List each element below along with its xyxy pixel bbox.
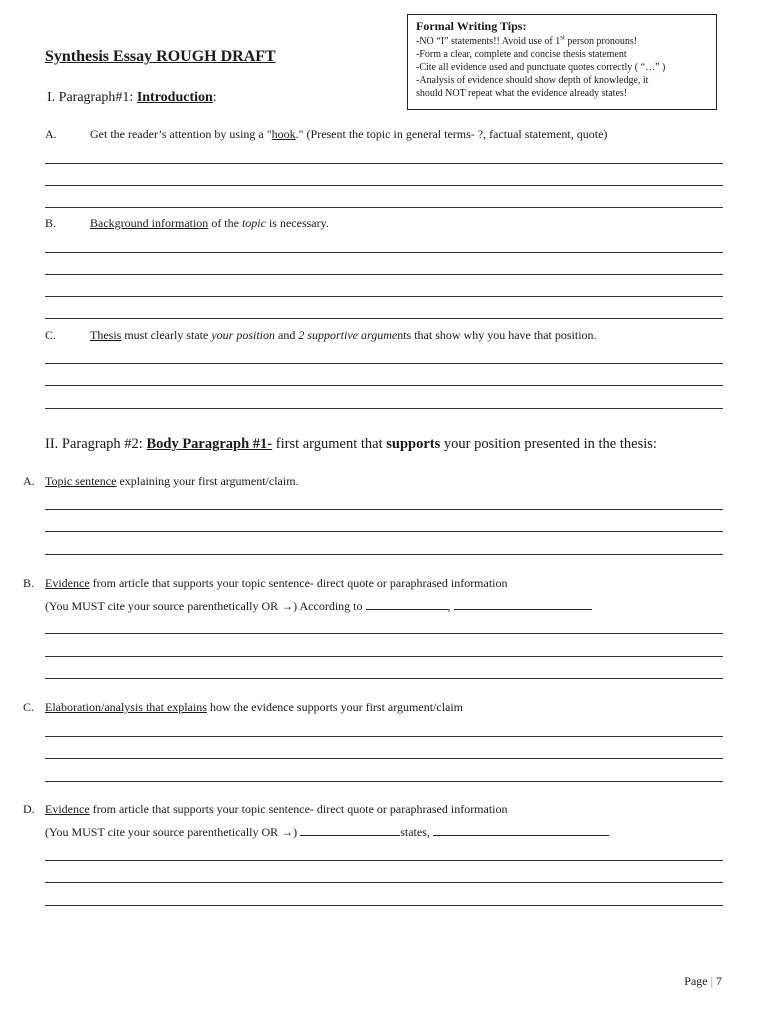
item-letter-p2-b: B. [23, 576, 35, 590]
writing-line[interactable] [45, 736, 723, 737]
item-letter-p1-c: C. [45, 328, 57, 342]
writing-line[interactable] [45, 363, 723, 364]
tips-line-2: -Form a clear, complete and concise thesis statement [416, 49, 627, 60]
writing-line[interactable] [45, 758, 723, 759]
topic-sentence-instruction: Topic sentence explaining your first argument/claim. [45, 474, 299, 488]
item-letter-p2-c: C. [23, 700, 35, 714]
writing-line[interactable] [45, 554, 723, 555]
paragraph-1-heading: I. Paragraph#1: Introduction: [47, 90, 217, 105]
evidence-2-citation-line: (You MUST cite your source parenthetically OR →) states, [45, 824, 609, 840]
intro-background-instruction: Background information of the topic is necessary. [90, 216, 329, 230]
evidence-2-instruction: Evidence from article that supports your topic sentence- direct quote or paraphrased information [45, 802, 508, 816]
tips-line-1: -NO “I” statements!! Avoid use of 1st person pronouns! [416, 33, 638, 47]
writing-line[interactable] [45, 882, 723, 883]
tips-line-4: -Analysis of evidence should show depth of knowledge, it [416, 75, 649, 86]
writing-line[interactable] [45, 860, 723, 861]
item-letter-p1-a: A. [45, 127, 57, 141]
source-blank[interactable] [366, 598, 448, 610]
tips-line-5: should NOT repeat what the evidence already states! [416, 88, 628, 99]
source-detail-blank[interactable] [454, 598, 592, 610]
document-title: Synthesis Essay ROUGH DRAFT [45, 48, 276, 65]
intro-hook-instruction: Get the reader’s attention by using a "hook." (Present the topic in general terms- ?, factual statement, quote) [90, 127, 608, 141]
writing-line[interactable] [45, 207, 723, 208]
writing-line[interactable] [45, 163, 723, 164]
writing-line[interactable] [45, 252, 723, 253]
evidence-1-citation-line: (You MUST cite your source parenthetically OR →) According to , [45, 598, 592, 614]
item-letter-p2-a: A. [23, 474, 35, 488]
source-blank[interactable] [300, 824, 400, 836]
item-letter-p2-d: D. [23, 802, 35, 816]
writing-line[interactable] [45, 318, 723, 319]
page-number: 7 [716, 974, 722, 988]
paragraph-2-heading: II. Paragraph #2: Body Paragraph #1- first argument that supports your position presented in the thesis: [45, 436, 657, 452]
elaboration-instruction: Elaboration/analysis that explains how the evidence supports your first argument/claim [45, 700, 464, 714]
tips-title: Formal Writing Tips: [416, 19, 527, 33]
writing-line[interactable] [45, 408, 723, 409]
tips-line-3: -Cite all evidence used and punctuate quotes correctly ( “…” ) [416, 62, 666, 73]
writing-line[interactable] [45, 678, 723, 679]
writing-line[interactable] [45, 781, 723, 782]
writing-line[interactable] [45, 509, 723, 510]
writing-line[interactable] [45, 905, 723, 906]
formal-writing-tips-box [407, 14, 717, 110]
page-footer [684, 974, 722, 989]
writing-line[interactable] [45, 385, 723, 386]
page-label: Page [684, 974, 708, 988]
source-detail-blank[interactable] [433, 824, 609, 836]
item-letter-p1-b: B. [45, 216, 57, 230]
evidence-1-instruction: Evidence from article that supports your topic sentence- direct quote or paraphrased information [45, 576, 508, 590]
writing-line[interactable] [45, 531, 723, 532]
intro-thesis-instruction: Thesis must clearly state your position and 2 supportive arguments that show why you have that position. [90, 328, 597, 342]
writing-line[interactable] [45, 274, 723, 275]
page-separator: | [710, 974, 713, 988]
writing-line[interactable] [45, 633, 723, 634]
writing-line[interactable] [45, 656, 723, 657]
writing-line[interactable] [45, 185, 723, 186]
writing-line[interactable] [45, 296, 723, 297]
